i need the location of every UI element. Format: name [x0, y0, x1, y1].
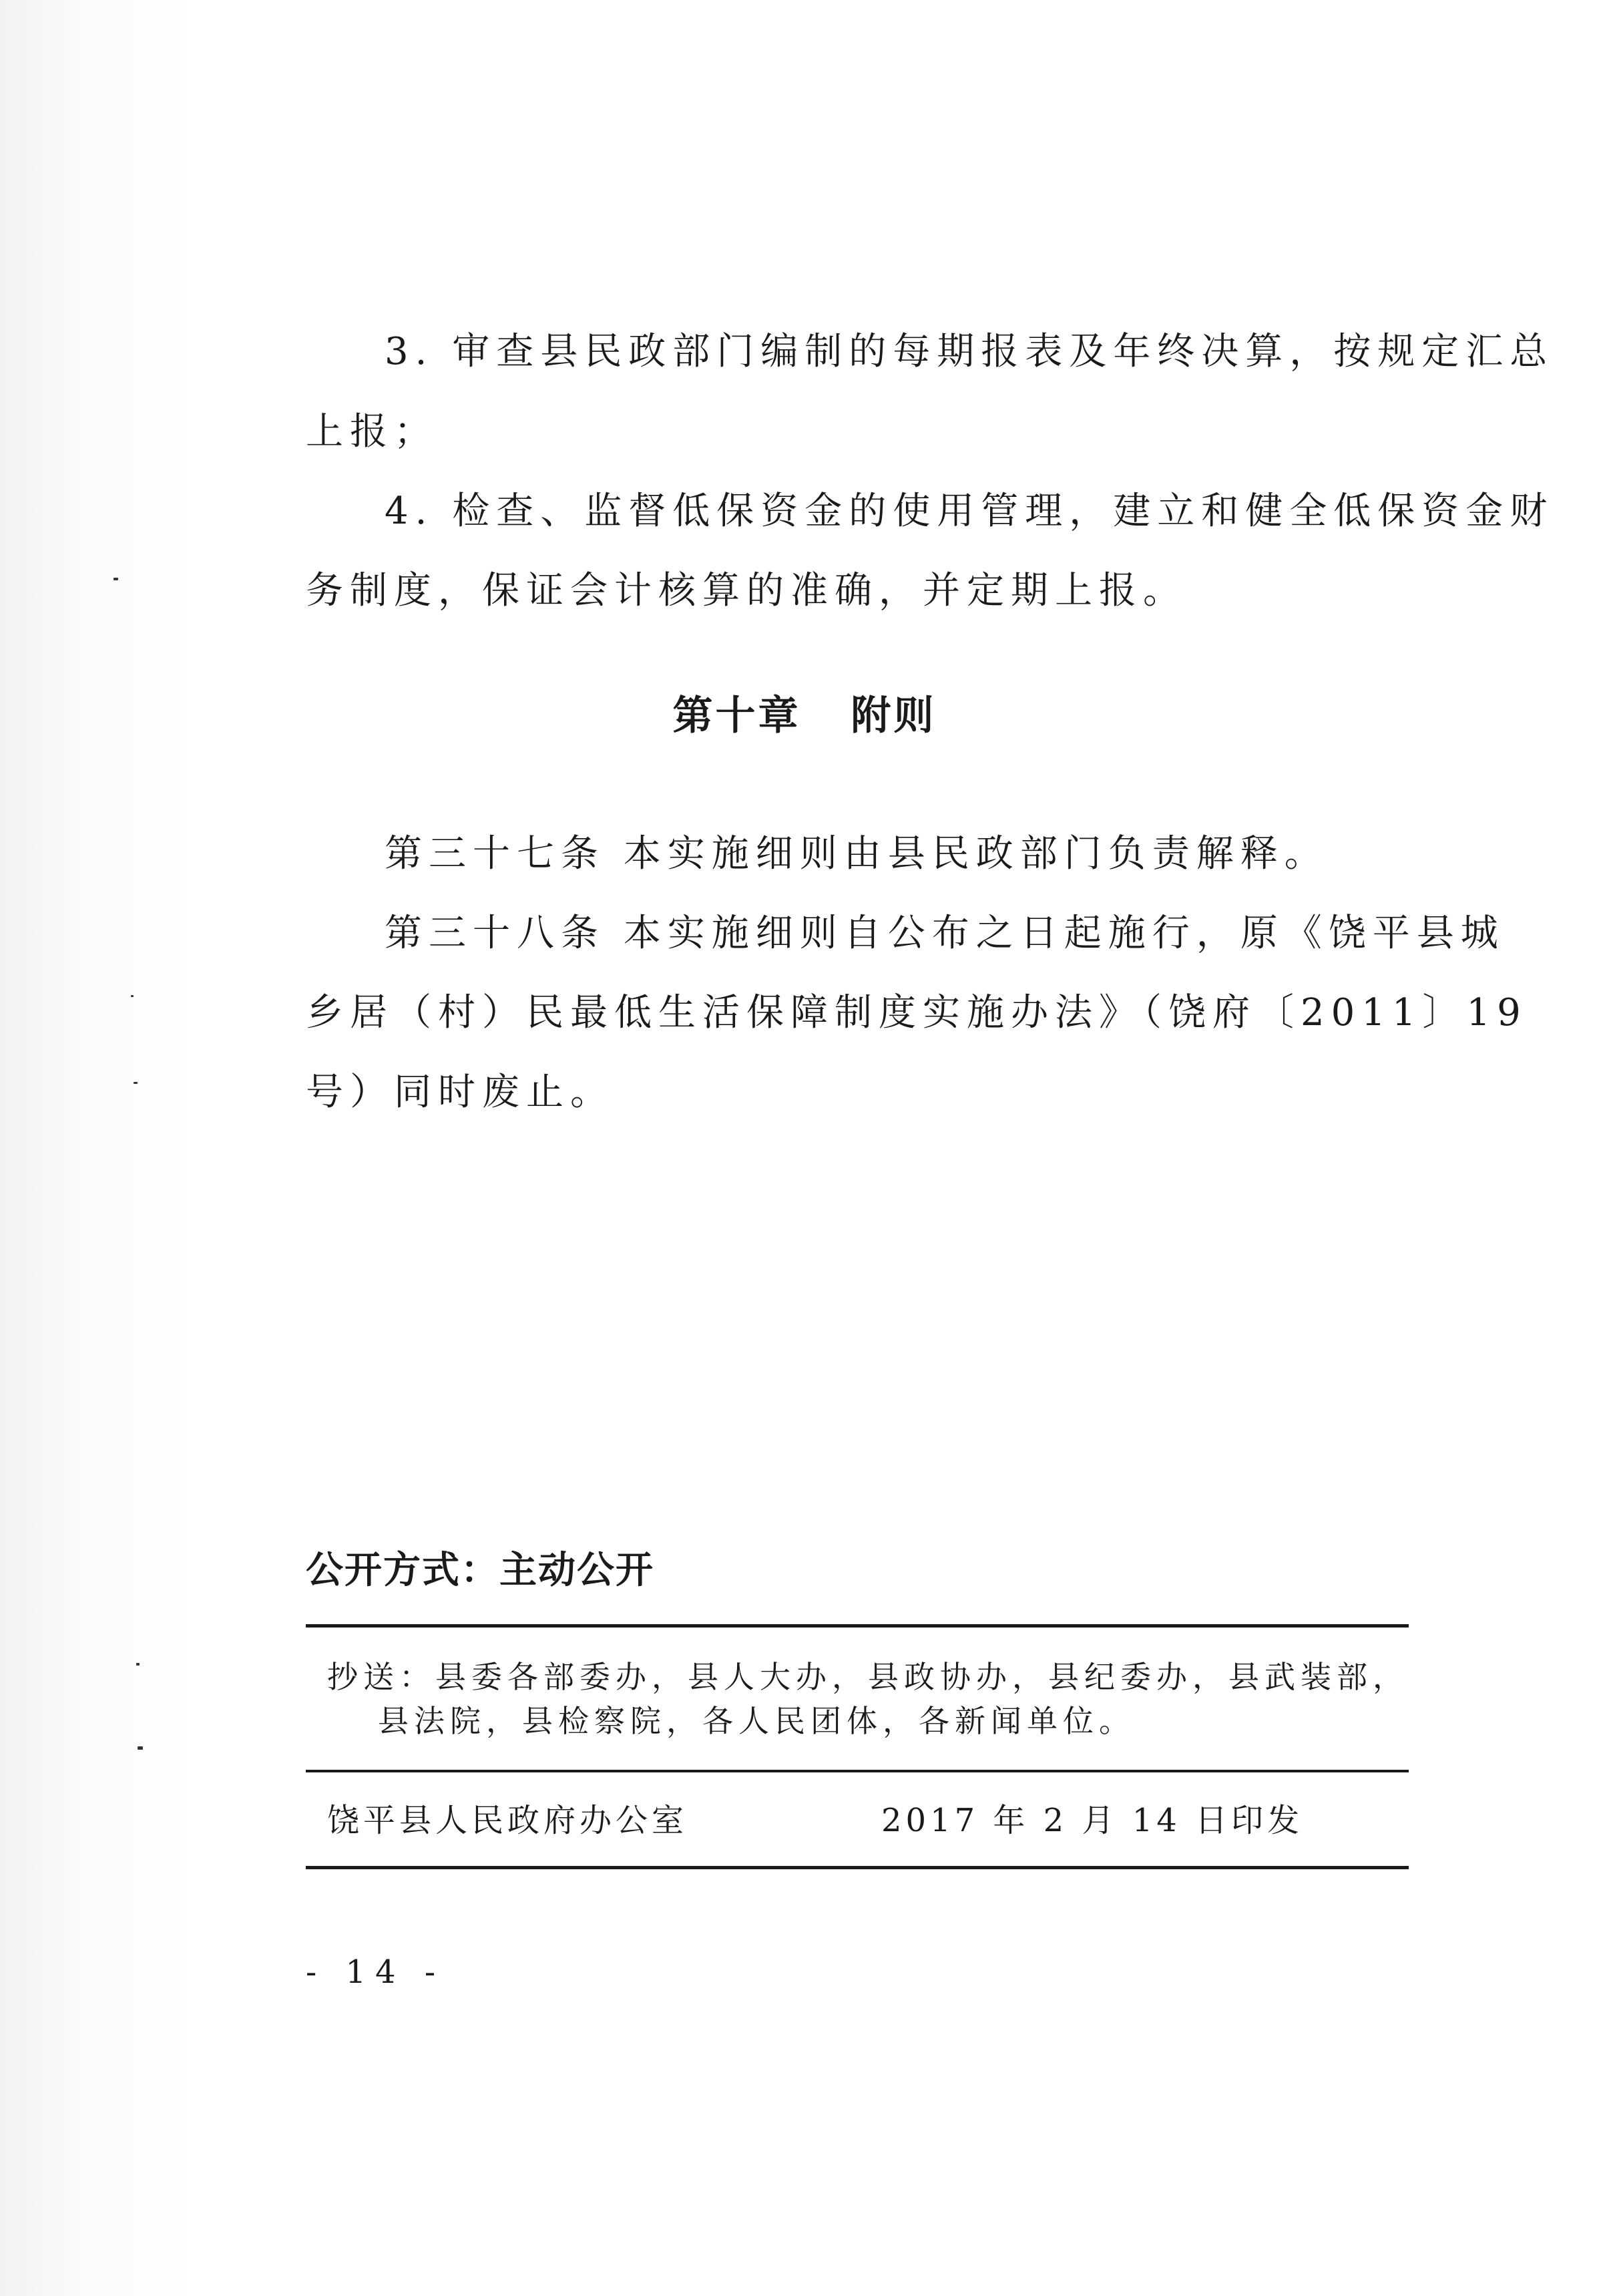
scan-edge-shadow	[0, 0, 200, 2296]
page-number: - 14 -	[306, 1953, 445, 1991]
cc-bottom-divider	[306, 1770, 1409, 1772]
scan-speck	[134, 1082, 138, 1084]
footer-bottom-divider	[306, 1866, 1409, 1869]
article-38-line-1: 第三十八条 本实施细则自公布之日起施行，原《饶平县城	[385, 912, 1505, 955]
scan-speck	[136, 1663, 140, 1666]
article-38-line-2: 乡居（村）民最低生活保障制度实施办法》（饶府〔2011〕19	[306, 991, 1528, 1034]
paragraph-4-line-1: 4. 检查、监督低保资金的使用管理，建立和健全低保资金财	[385, 490, 1554, 533]
article-37: 第三十七条 本实施细则由县民政部门负责解释。	[385, 832, 1329, 876]
scan-speck	[138, 1746, 143, 1750]
cc-line-1: 抄送：县委各部委办，县人大办，县政协办，县纪委办，县武装部，	[327, 1659, 1409, 1695]
issuing-office: 饶平县人民政府办公室	[327, 1802, 688, 1839]
cc-line-2: 县法院，县检察院，各人民团体，各新闻单位。	[378, 1703, 1135, 1739]
article-38-line-3: 号）同时废止。	[306, 1071, 614, 1114]
issue-date: 2017 年 2 月 14 日印发	[881, 1802, 1304, 1839]
scan-speck	[113, 578, 118, 580]
paragraph-3-line-2: 上报；	[306, 410, 438, 453]
disclosure-label: 公开方式：主动公开	[306, 1549, 654, 1592]
paragraph-3-line-1: 3. 审查县民政部门编制的每期报表及年终决算，按规定汇总	[385, 330, 1554, 373]
paragraph-4-line-2: 务制度，保证会计核算的准确，并定期上报。	[306, 569, 1187, 612]
chapter-title: 第十章 附则	[672, 693, 937, 739]
scan-speck	[131, 995, 134, 997]
cc-top-divider	[306, 1624, 1409, 1628]
